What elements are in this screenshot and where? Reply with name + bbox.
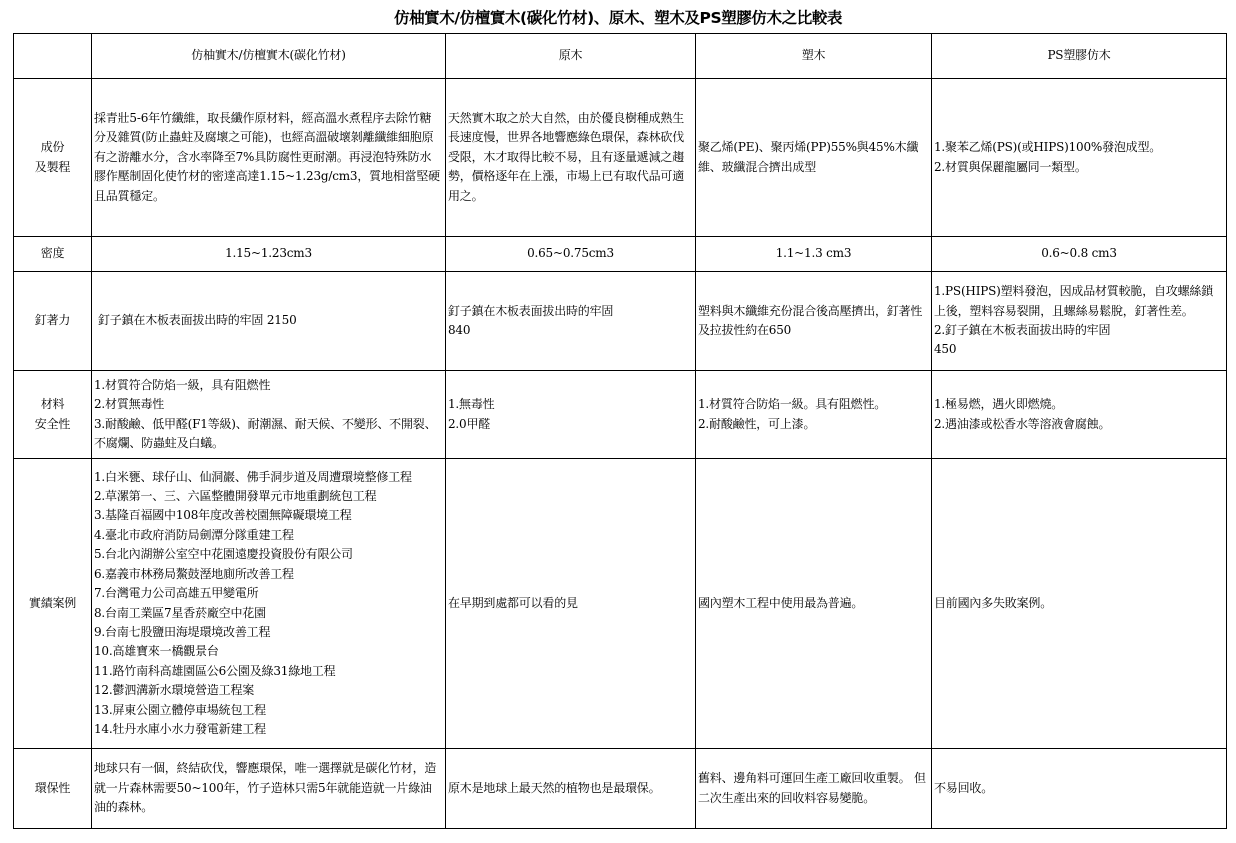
table-cell: 聚乙烯(PE)、聚丙烯(PP)55%與45%木纖維、玻纖混合擠出成型 bbox=[696, 79, 932, 237]
table-cell: 在早期到處都可以看的見 bbox=[446, 459, 696, 749]
table-cell: 釘子鎮在木板表面拔出時的牢固 840 bbox=[446, 272, 696, 371]
row-label: 材料 安全性 bbox=[14, 371, 92, 459]
header-wpc: 塑木 bbox=[696, 34, 932, 79]
table-cell: 舊料、邊角料可運回生產工廠回收重製。 但二次生產出來的回收料容易變脆。 bbox=[696, 749, 932, 829]
table-cell: 1.無毒性 2.0甲醛 bbox=[446, 371, 696, 459]
table-cell: 天然實木取之於大自然，由於優良樹種成熟生長速度慢，世界各地響應綠色環保，森林砍伐受限，木才取得比較不易，且有逐量遞減之趨勢，價格逐年在上漲，市場上已有取代品可適用之。 bbox=[446, 79, 696, 237]
table-cell: 1.PS(HIPS)塑料發泡，因成品材質較脆，自攻螺絲鎖上後，塑料容易裂開，且螺絲易鬆脫，釘著性差。 2.釘子鎮在木板表面拔出時的牢固 450 bbox=[932, 272, 1227, 371]
comparison-table bbox=[13, 33, 1227, 829]
table-cell: 0.65~0.75cm3 bbox=[446, 237, 696, 272]
table-cell: 1.15~1.23cm3 bbox=[92, 237, 446, 272]
table-cell: 國內塑木工程中使用最為普遍。 bbox=[696, 459, 932, 749]
table-cell: 原木是地球上最天然的植物也是最環保。 bbox=[446, 749, 696, 829]
table-cell: 採青壯5-6年竹纖維，取長纖作原材料，經高溫水煮程序去除竹糖分及雜質(防止蟲蛀及腐壞之可能)，也經高溫破壞剝離纖維細胞原有之游離水分，含水率降至7%具防腐性更耐潮。再浸泡特殊防水膠作壓制固化使竹材的密達高達1.15~1.23g/cm3，質地相當堅硬且品質穩定。 bbox=[92, 79, 446, 237]
table-cell: 不易回收。 bbox=[932, 749, 1227, 829]
page-title: 仿柚實木/仿檀實木(碳化竹材)、原木、塑木及PS塑膠仿木之比較表 bbox=[393, 9, 843, 27]
table-cell: 1.聚苯乙烯(PS)(或HIPS)100%發泡成型。 2.材質與保麗龍屬同一類型。 bbox=[932, 79, 1227, 237]
table-cell: 1.材質符合防焰一級。具有阻燃性。 2.耐酸鹼性，可上漆。 bbox=[696, 371, 932, 459]
row-label: 環保性 bbox=[14, 749, 92, 829]
table-cell: 1.材質符合防焰一級，具有阻燃性 2.材質無毒性 3.耐酸鹼、低甲醛(F1等級)、耐潮濕、耐天候、不變形、不開裂、不腐爛、防蟲蛀及白蟻。 bbox=[92, 371, 446, 459]
table-cell: 塑料與木纖維充份混合後高壓擠出，釘著性及拉拔性約在650 bbox=[696, 272, 932, 371]
table-cell: 地球只有一個，終結砍伐，響應環保，唯一選擇就是碳化竹材，造就一片森林需要50~100年，竹子造林只需5年就能造就一片綠油油的森林。 bbox=[92, 749, 446, 829]
table-row bbox=[14, 459, 1227, 749]
row-label: 密度 bbox=[14, 237, 92, 272]
header-row bbox=[14, 34, 1227, 79]
row-label: 成份 及製程 bbox=[14, 79, 92, 237]
header-bamboo: 仿柚實木/仿檀實木(碳化竹材) bbox=[92, 34, 446, 79]
table-cell: 釘子鎮在木板表面拔出時的牢固 2150 bbox=[92, 272, 446, 371]
table-row bbox=[14, 371, 1227, 459]
header-empty bbox=[14, 34, 92, 79]
table-row bbox=[14, 749, 1227, 829]
table-cell: 1.1~1.3 cm3 bbox=[696, 237, 932, 272]
table-cell: 0.6~0.8 cm3 bbox=[932, 237, 1227, 272]
row-label: 釘著力 bbox=[14, 272, 92, 371]
table-row bbox=[14, 272, 1227, 371]
table-cell: 1.極易燃，遇火即燃燒。 2.遇油漆或松香水等溶液會腐蝕。 bbox=[932, 371, 1227, 459]
table-row bbox=[14, 237, 1227, 272]
table-cell: 1.白米甕、球仔山、仙洞巖、佛手洞步道及周遭環境整修工程 2.草漯第一、三、六區整體開發單元市地重劃統包工程 3.基隆百福國中108年度改善校園無障礙環境工程 4.臺北市政府消防局劍潭分隊重建工程 5.台北內湖辦公室空中花園遠慶投資股份有限公司 6.嘉義市林務局鰲鼓溼地廁所改善工程 7.台灣電力公司高雄五甲變電所 8.台南工業區7星香菸廠空中花園 9.台南七股鹽田海堤環境改善工程 10.高雄寶來一橋觀景台 11.路竹南科高雄園區公6公園及綠31綠地工程 12.鬱泗溝新水環境營造工程案 13.屏東公園立體停車場統包工程 14.牡丹水庫小水力發電新建工程 bbox=[92, 459, 446, 749]
header-log: 原木 bbox=[446, 34, 696, 79]
header-ps: PS塑膠仿木 bbox=[932, 34, 1227, 79]
row-label: 實績案例 bbox=[14, 459, 92, 749]
table-row bbox=[14, 79, 1227, 237]
table-cell: 目前國內多失敗案例。 bbox=[932, 459, 1227, 749]
